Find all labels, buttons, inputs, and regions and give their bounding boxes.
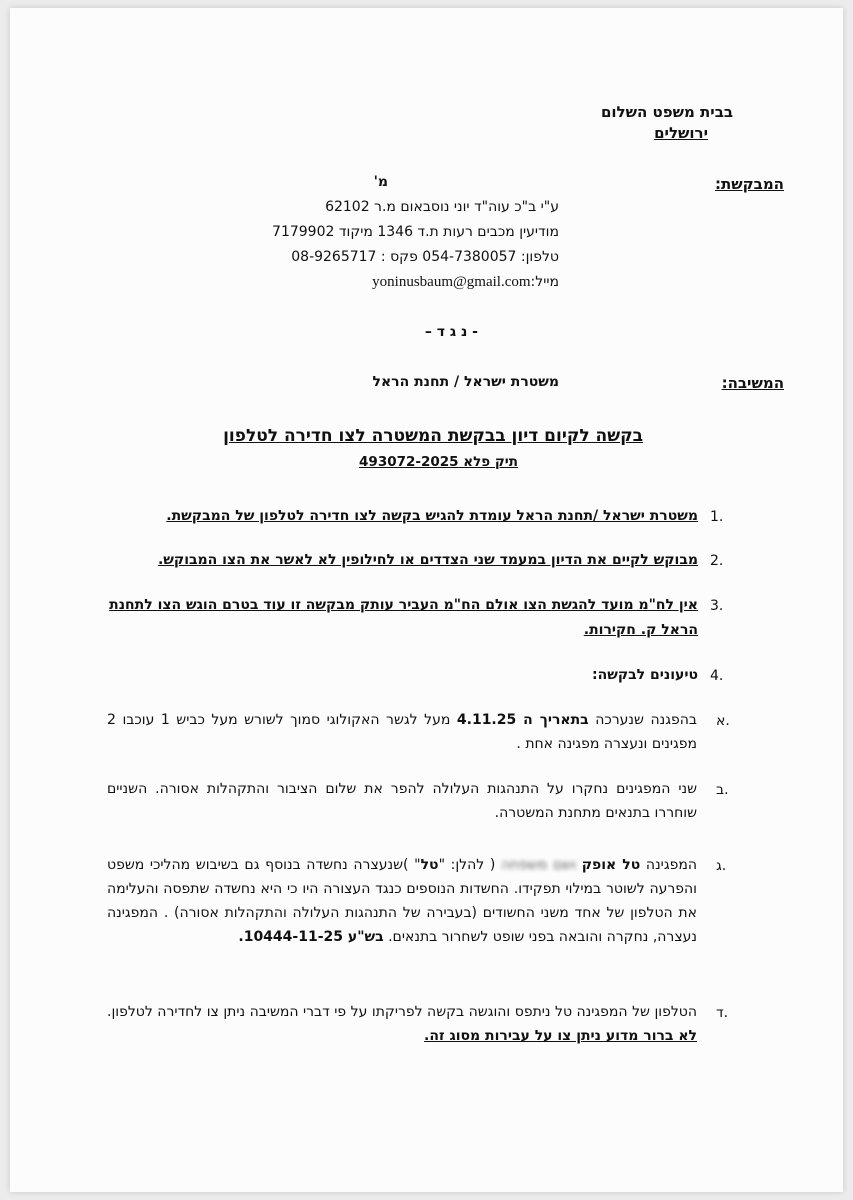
- document-title: בקשה לקיום דיון בבקשת המשטרה לצו חדירה לטלפון: [223, 426, 643, 446]
- applicant-address: מודיעין מכבים רעות ת.ד 1346 מיקוד 7179902: [272, 224, 559, 240]
- versus-divider: - נ ג ד –: [424, 324, 478, 340]
- sub-item-a-letter: א.: [716, 713, 730, 729]
- applicant-representative: ע"י ב"כ עוה"ד יוני נוסבאום מ.ר 62102: [325, 199, 559, 215]
- sub-item-b-text: שני המפגינים נחקרו על התנהגות העלולה להפר את שלום הציבור והתקהלות אסורה. השניים שוחררו בתנאים מתחנת המשטרה.: [107, 781, 697, 821]
- sub-item-a-text: בהפגנה שנערכה בתאריך ה 4.11.25 מעל לגשר האקולוגי סמוך לשורש מעל כביש 1 עוכבו 2 מפגינים ונעצרה מפגינה אחת .: [107, 712, 697, 752]
- sub-item-c-letter: ג.: [716, 858, 727, 874]
- item-1-number: 1.: [710, 509, 724, 525]
- sub-item-b-letter: ב.: [716, 782, 729, 798]
- document-page: [10, 8, 843, 1192]
- sub-item-d-letter: ד.: [716, 1005, 729, 1021]
- case-reference: בש"ע 10444-11-25.: [238, 929, 384, 945]
- court-city: ירושלים: [654, 124, 708, 142]
- applicant-phone-fax: טלפון: 054-7380057 פקס : 08-9265717: [291, 249, 559, 265]
- item-3-number: 3.: [710, 598, 724, 614]
- respondent-label: המשיבה:: [721, 374, 784, 392]
- closing-question: לא ברור מדוע ניתן צו על עבירות מסוג זה.: [424, 1028, 697, 1044]
- email-address[interactable]: yoninusbaum@gmail.com: [372, 274, 531, 290]
- email-label: מייל:: [530, 274, 559, 290]
- applicant-label: המבקשת:: [715, 175, 784, 193]
- applicant-email-line: [372, 274, 559, 291]
- item-1-text: משטרת ישראל /תחנת הראל עומדת להגיש בקשה לצו חדירה לטלפון של המבקשת.: [166, 508, 698, 524]
- protester-name: טל אופק: [581, 857, 641, 873]
- item-3-line-2: הראל ק. חקירות.: [583, 622, 698, 638]
- redacted-surname: ושם משפחה: [500, 857, 577, 873]
- sub-item-d-text: הטלפון של המפגינה טל ניתפס והוגשה בקשה לפריקתו על פי דברי המשיבה ניתן צו לחדירה לטלפון. לא ברור מדוע ניתן צו על עבירות מסוג זה.: [107, 1004, 697, 1044]
- item-2-number: 2.: [710, 553, 724, 569]
- date-highlight: בתאריך ה 4.11.25: [456, 712, 589, 728]
- item-4-text: טיעונים לבקשה:: [592, 667, 698, 683]
- item-2-text: מבוקש לקיים את הדיון במעמד שני הצדדים או לחילופין לא לאשר את הצו המבוקש.: [157, 552, 698, 568]
- item-4-number: 4.: [710, 668, 724, 684]
- court-name: בבית משפט השלום: [600, 103, 733, 121]
- item-3-line-1: אין לח"מ מועד להגשת הצו אולם הח"מ העביר עותק מבקשה זו עוד בטרם הוגש הצו לתחנת: [109, 597, 698, 613]
- respondent-name: משטרת ישראל / תחנת הראל: [372, 374, 559, 390]
- case-number: תיק פלא 493072-2025: [359, 454, 518, 470]
- sub-item-c-text: המפגינה טל אופק ושם משפחה ( להלן: "טל" )שנעצרה נחשדה בנוסף גם בשיבוש מהליכי משפט והפרעה לשוטר במילוי תפקידו. החשדות הנוספים כנגד העצורה היו כי היא נחשדה שתפסה והעלימה את הטלפון של אחד משני החשודים (בעבירה של התנהגות העלולה והתקהלות אסורה) . המפגינה נעצרה, נחקרה והובאה בפני שופט לשחרור בתנאים. בש"ע 10444-11-25.: [107, 857, 697, 945]
- applicant-name: מ': [373, 174, 388, 190]
